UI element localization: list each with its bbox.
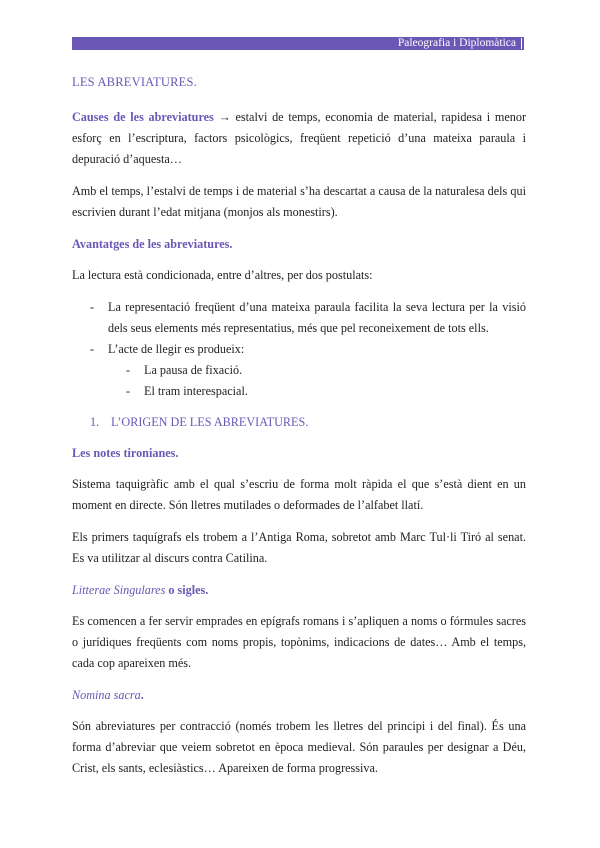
litterae-heading-rest: o sigles. xyxy=(168,583,209,597)
litterae-heading-italic: Litterae Singulares xyxy=(72,583,166,597)
tironianes-paragraph-2: Els primers taquígrafs els trobem a l’Antiga Roma, sobretot amb Marc Tul·li Tiró al senat. Es va utilitzar al discurs contra Catilina. xyxy=(72,530,526,565)
causes-text: estalvi de temps, economia de material, rapidesa i menor esforç en l’escriptura, factors psicològics, freqüent repetició d’una mateixa paraula i depuració d’aquesta… xyxy=(72,110,527,166)
arrow-symbol: → xyxy=(218,110,231,124)
causes-lead: Causes de les abreviatures xyxy=(72,110,214,124)
list-item: - La representació freqüent d’una mateixa paraula facilita la seva lectura per la visió dels seus elements més representatius, més que pel reconeixement de tots ells. xyxy=(72,297,526,339)
causes-paragraph xyxy=(72,107,526,170)
avantatges-intro: La lectura està condicionada, entre d’altres, per dos postulats: xyxy=(72,268,373,282)
temps-paragraph: Amb el temps, l’estalvi de temps i de material s’ha descartat a causa de la naturalesa dels qui escrivien durant l’edat mitjana (monjos als monestirs). xyxy=(72,184,526,219)
list-item-text: L’acte de llegir es produeix: xyxy=(108,342,245,356)
tironianes-heading: Les notes tironianes. xyxy=(72,446,179,460)
litterae-heading xyxy=(72,580,526,601)
nomina-heading-italic: Nomina sacra xyxy=(72,688,141,702)
section-title: L’ORIGEN DE LES ABREVIATURES. xyxy=(111,415,309,429)
nomina-heading xyxy=(72,685,526,706)
tironianes-paragraph-1: Sistema taquigràfic amb el qual s’escriu de forma molt ràpida el que s’està dient en un moment en directe. Són lletres mutilades o deformades de l’alfabet llatí. xyxy=(72,477,526,512)
litterae-paragraph: Es comencen a fer servir emprades en epígrafs romans i s’apliquen a noms o fórmules sacres o jurídiques freqüents com noms propis, topònims, indicacions de dates… Amb el temps, cada cop apareixen més. xyxy=(72,614,526,670)
page-title: LES ABREVIATURES. xyxy=(72,75,197,89)
section-heading xyxy=(72,412,526,433)
header-title: Paleografia i Diplomàtica xyxy=(397,37,516,49)
document-body xyxy=(72,72,526,790)
avantatges-heading: Avantatges de les abreviatures. xyxy=(72,237,233,251)
header-bar xyxy=(72,37,524,50)
nomina-paragraph: Són abreviatures per contracció (només trobem les lletres del principi i del final). És una forma d’abreviar que veiem sobretot en època medieval. Són paraules per designar a Déu, Crist, els sants, eclesiàstics… Apareixen de forma progressiva. xyxy=(72,719,526,775)
section-number: 1. xyxy=(90,415,100,429)
header-divider xyxy=(521,38,522,49)
avantatges-list xyxy=(72,297,526,402)
list-item xyxy=(72,339,526,402)
sub-list-item: - La pausa de fixació. xyxy=(108,360,526,381)
sub-list-item: - El tram interespacial. xyxy=(108,381,526,402)
sub-list xyxy=(108,360,526,402)
nomina-heading-rest: . xyxy=(140,688,144,702)
